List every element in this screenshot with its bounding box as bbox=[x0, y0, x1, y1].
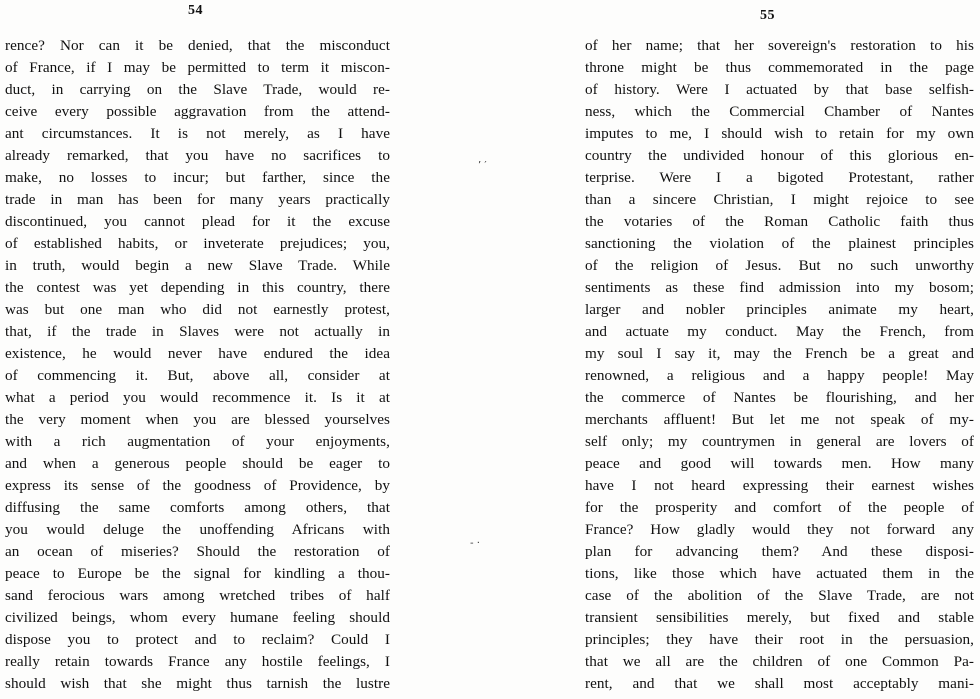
text-line: of established habits, or inveterate prejudices; you, bbox=[5, 235, 390, 252]
right-page-number: 55 bbox=[760, 8, 775, 23]
text-line: plan for advancing them? And these disposi- bbox=[585, 543, 974, 560]
text-line: and actuate my conduct. May the French, from bbox=[585, 323, 974, 340]
text-line: duct, in carrying on the Slave Trade, would re- bbox=[5, 81, 390, 98]
text-line: rent, and that we shall most acceptably mani- bbox=[585, 675, 974, 692]
text-line: France? How gladly would they not forward any bbox=[585, 521, 974, 538]
text-line: imputes to me, I should wish to retain for my own bbox=[585, 125, 974, 142]
text-line: an ocean of miseries? Should the restoration of bbox=[5, 543, 390, 560]
text-line: the very moment when you are blessed yourselves bbox=[5, 411, 390, 428]
text-line: discontinued, you cannot plead for it the excuse bbox=[5, 213, 390, 230]
text-line: dispose you to protect and to reclaim? Could I bbox=[5, 631, 390, 648]
text-line: ant circumstances. It is not merely, as I have bbox=[5, 125, 390, 142]
text-line: transient sensibilities merely, but fixed and stable bbox=[585, 609, 974, 626]
text-line: existence, he would never have endured the idea bbox=[5, 345, 390, 362]
text-line: the commerce of Nantes be flourishing, and her bbox=[585, 389, 974, 406]
text-line: in truth, would begin a new Slave Trade. While bbox=[5, 257, 390, 274]
text-line: for the prosperity and comfort of the people of bbox=[585, 499, 974, 516]
right-page-text bbox=[585, 35, 974, 695]
text-line: peace and good will towards men. How many bbox=[585, 455, 974, 472]
text-line: case of the abolition of the Slave Trade, are not bbox=[585, 587, 974, 604]
text-line: of her name; that her sovereign's restoration to his bbox=[585, 37, 974, 54]
text-line: terprise. Were I a bigoted Protestant, rather bbox=[585, 169, 974, 186]
text-line: was but one man who did not earnestly protest, bbox=[5, 301, 390, 318]
text-line: country the undivided honour of this glorious en- bbox=[585, 147, 974, 164]
text-line: diffusing the same comforts among others, that bbox=[5, 499, 390, 516]
text-line: peace to Europe be the signal for kindling a thou- bbox=[5, 565, 390, 582]
text-line: of France, if I may be permitted to term it miscon- bbox=[5, 59, 390, 76]
left-page-text bbox=[5, 35, 390, 695]
left-page-number: 54 bbox=[188, 3, 203, 18]
text-line: that, if the trade in Slaves were not actually in bbox=[5, 323, 390, 340]
text-line: should wish that she might thus tarnish the lustre bbox=[5, 675, 390, 692]
text-line: sanctioning the violation of the plainest principles bbox=[585, 235, 974, 252]
text-line: ceive every possible aggravation from the attend- bbox=[5, 103, 390, 120]
text-line: ness, which the Commercial Chamber of Nantes bbox=[585, 103, 974, 120]
text-line: sand ferocious wars among wretched tribes of half bbox=[5, 587, 390, 604]
text-line: sentiments as these find admission into my bosom; bbox=[585, 279, 974, 296]
text-line: than a sincere Christian, I might rejoice to see bbox=[585, 191, 974, 208]
text-line: self only; my countrymen in general are lovers of bbox=[585, 433, 974, 450]
text-line: you would deluge the unoffending Africans with bbox=[5, 521, 390, 538]
text-line: my soul I say it, may the French be a great and bbox=[585, 345, 974, 362]
text-line: what a period you would recommence it. Is it at bbox=[5, 389, 390, 406]
text-line: rence? Nor can it be denied, that the misconduct bbox=[5, 37, 390, 54]
text-line: really retain towards France any hostile feelings, I bbox=[5, 653, 390, 670]
text-line: the votaries of the Roman Catholic faith thus bbox=[585, 213, 974, 230]
text-line: make, no losses to incur; but farther, since the bbox=[5, 169, 390, 186]
text-line: have I not heard expressing their earnest wishes bbox=[585, 477, 974, 494]
text-line: of the religion of Jesus. But no such unworthy bbox=[585, 257, 974, 274]
text-line: the contest was yet depending in this country, there bbox=[5, 279, 390, 296]
text-line: that we all are the children of one Common Pa- bbox=[585, 653, 974, 670]
text-line: of history. Were I actuated by that base selfish- bbox=[585, 81, 974, 98]
text-line: already remarked, that you have no sacrifices to bbox=[5, 147, 390, 164]
text-line: civilized beings, whom every humane feeling should bbox=[5, 609, 390, 626]
text-line: renowned, a religious and a happy people! May bbox=[585, 367, 974, 384]
text-line: principles; they have their root in the persuasion, bbox=[585, 631, 974, 648]
gutter-speck: ’ ′ bbox=[478, 160, 487, 171]
text-line: trade in man has been for many years practically bbox=[5, 191, 390, 208]
gutter-speck: - · bbox=[470, 538, 480, 549]
text-line: of commencing it. But, above all, consider at bbox=[5, 367, 390, 384]
text-line: larger and nobler principles animate my heart, bbox=[585, 301, 974, 318]
text-line: and when a generous people should be eager to bbox=[5, 455, 390, 472]
text-line: merchants affluent! But let me not speak of my- bbox=[585, 411, 974, 428]
text-line: tions, like those which have actuated them in the bbox=[585, 565, 974, 582]
text-line: express its sense of the goodness of Providence, by bbox=[5, 477, 390, 494]
text-line: with a rich augmentation of your enjoyments, bbox=[5, 433, 390, 450]
text-line: throne might be thus commemorated in the page bbox=[585, 59, 974, 76]
